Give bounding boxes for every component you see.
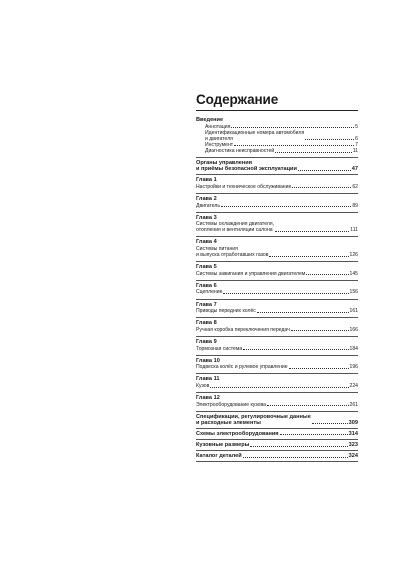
toc-section (196, 262, 358, 281)
dot-leader (280, 434, 348, 435)
dot-leader (298, 170, 351, 171)
toc-entry-label: Системы охлаждения двигателя, отопления и вентиляции салона (196, 221, 275, 234)
toc-entry-label: Настройки и техническое обслуживание (196, 183, 292, 190)
toc-entry-page: 224 (349, 382, 358, 389)
toc-section (196, 412, 358, 429)
section-heading: Глава 11 (196, 376, 220, 383)
toc-entry-label: Спецификации, регулировочные данные и расходные элементы (196, 413, 311, 426)
toc-entry-label: Диагностика неисправностей (205, 147, 275, 154)
toc-entry-label: Кузовные размеры (196, 441, 250, 448)
toc-entry-label: Приводы передних колёс (196, 308, 256, 315)
toc-entry-page: 62 (352, 183, 358, 190)
dot-leader (257, 312, 349, 313)
dot-leader (292, 187, 351, 188)
page-title: Содержание (196, 92, 358, 111)
toc-entry-label: Ручная коробка переключения передач (196, 326, 290, 333)
toc-entry[interactable] (196, 271, 358, 277)
dot-leader (275, 231, 349, 232)
section-heading: Глава 12 (196, 395, 220, 401)
section-heading: Глава 6 (196, 282, 217, 289)
dot-leader (312, 423, 348, 424)
toc-entry[interactable] (196, 327, 358, 333)
toc-entry[interactable] (196, 364, 358, 370)
toc-section (196, 115, 358, 158)
toc-entry-label: Сцепление (196, 289, 223, 296)
toc-entry-page: 196 (349, 364, 358, 371)
dot-leader (223, 293, 348, 294)
toc-entry[interactable] (196, 346, 358, 352)
dot-leader (243, 457, 348, 458)
toc-entry[interactable] (196, 184, 358, 190)
section-heading: Глава 9 (196, 338, 217, 345)
toc-entry-page: 11 (352, 147, 358, 154)
section-heading: Глава 4 (196, 239, 217, 246)
toc-sections (196, 115, 358, 462)
toc-entry-label: Органы управления и приёмы безопасной эксплуатации (196, 160, 297, 173)
toc-entry[interactable] (196, 130, 358, 142)
dot-leader (210, 387, 348, 388)
toc-entry-label: Схемы электрооборудования (196, 430, 279, 437)
toc-section (196, 356, 358, 375)
section-heading: Глава 8 (196, 320, 217, 327)
toc-section (196, 300, 358, 319)
toc-entry[interactable] (196, 221, 358, 233)
toc-entry[interactable] (196, 453, 358, 459)
toc-entry-label: Системы зажигания и управления двигателем (196, 270, 306, 277)
toc-entry-label: Тормозная система (196, 345, 243, 352)
toc-entry-page: 314 (348, 430, 358, 437)
dot-leader (234, 145, 354, 146)
toc-entry[interactable] (196, 402, 358, 408)
toc-entry[interactable] (196, 148, 358, 154)
toc-entry[interactable] (196, 160, 358, 172)
section-heading: Глава 2 (196, 195, 217, 202)
toc-entry-page: 184 (349, 345, 358, 352)
toc-entry-page: 309 (348, 419, 358, 426)
toc-entry-page: 145 (349, 270, 358, 277)
toc-entry-page: 324 (348, 453, 358, 460)
toc-entry-page: 156 (349, 289, 358, 296)
toc-entry-label: Электрооборудование кузова (196, 401, 266, 408)
toc-section (196, 429, 358, 440)
toc-entry-label: Подвеска колёс и рулевое управление (196, 364, 288, 371)
dot-leader (231, 127, 354, 128)
toc-entry[interactable] (196, 289, 358, 295)
toc-entry-page: 111 (350, 227, 358, 234)
dot-leader (221, 206, 351, 207)
toc-entry-label: Каталог деталей (196, 453, 242, 460)
dot-leader (291, 330, 349, 331)
toc-entry-label: Системы питания и выпуска отработавших газов (196, 246, 269, 259)
toc-entry-label: Идентификационные номера автомобиля и двигателя (205, 129, 305, 142)
dot-leader (289, 368, 349, 369)
table-of-contents (196, 92, 358, 462)
toc-section (196, 213, 358, 238)
toc-entry[interactable] (196, 203, 358, 209)
toc-section (196, 194, 358, 213)
toc-entry-label: Инструмент (205, 141, 234, 148)
dot-leader (243, 349, 348, 350)
dot-leader (250, 446, 347, 447)
toc-entry-page: 6 (355, 135, 358, 142)
section-heading: Введение (196, 117, 224, 123)
toc-entry-page: 5 (355, 123, 358, 130)
toc-section (196, 451, 358, 462)
dot-leader (275, 152, 351, 153)
toc-entry-page: 261 (349, 401, 358, 408)
toc-entry[interactable] (196, 246, 358, 258)
dot-leader (305, 139, 354, 140)
toc-section (196, 440, 358, 451)
toc-section (196, 393, 358, 412)
dot-leader (269, 256, 348, 257)
toc-section (196, 175, 358, 194)
section-heading: Глава 3 (196, 214, 217, 221)
toc-section (196, 374, 358, 393)
toc-section (196, 337, 358, 356)
toc-entry-page: 7 (355, 141, 358, 148)
toc-entry-page: 89 (352, 202, 358, 209)
toc-entry-label: Аннотация (205, 123, 231, 130)
toc-entry-page: 161 (349, 308, 358, 315)
section-heading: Глава 10 (196, 357, 220, 364)
dot-leader (267, 405, 349, 406)
toc-section (196, 237, 358, 262)
toc-entry-page: 47 (351, 166, 358, 173)
toc-entry-page: 166 (349, 326, 358, 333)
toc-section (196, 281, 358, 300)
toc-entry[interactable] (196, 383, 358, 389)
toc-entry-label: Двигатель (196, 202, 221, 209)
toc-section (196, 318, 358, 337)
toc-section (196, 158, 358, 175)
toc-entry[interactable] (196, 414, 358, 426)
section-heading: Глава 1 (196, 177, 217, 184)
toc-entry[interactable] (196, 442, 358, 448)
dot-leader (306, 274, 348, 275)
section-heading: Глава 7 (196, 301, 217, 308)
section-heading: Глава 5 (196, 264, 217, 271)
toc-entry-label: Кузов (196, 382, 210, 389)
toc-entry-page: 323 (348, 441, 358, 448)
toc-entry-page: 126 (349, 252, 358, 259)
toc-entry[interactable] (196, 308, 358, 314)
toc-entry[interactable] (196, 431, 358, 437)
